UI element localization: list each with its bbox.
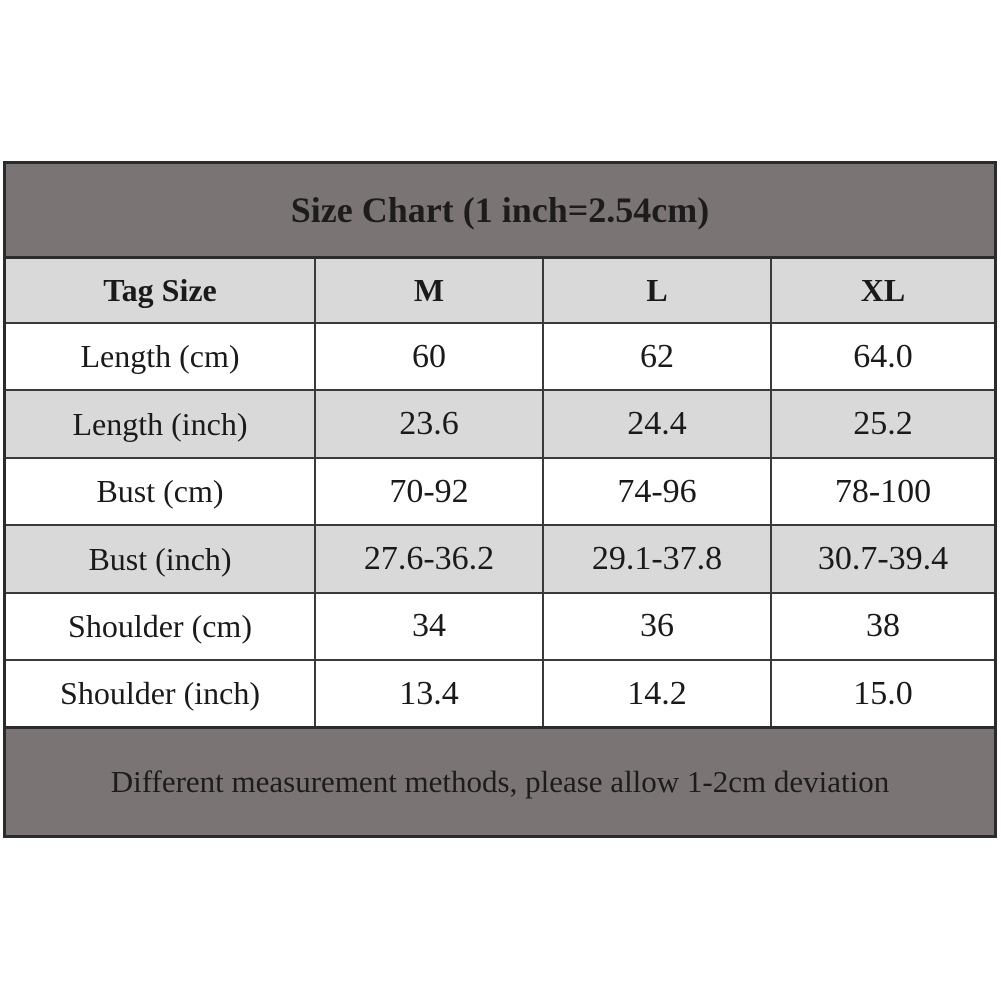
table-row: [6, 660, 994, 726]
table-cell: 14.2: [543, 660, 771, 726]
table-cell: 78-100: [771, 458, 994, 525]
row-label: Length (cm): [6, 323, 315, 390]
row-label: Bust (cm): [6, 458, 315, 525]
table-cell: 38: [771, 593, 994, 660]
table-header-row: [6, 259, 994, 323]
table-cell: 13.4: [315, 660, 543, 726]
row-label: Shoulder (cm): [6, 593, 315, 660]
table-row: [6, 525, 994, 592]
table-cell: 24.4: [543, 390, 771, 457]
table-row: [6, 593, 994, 660]
header-size-xl: XL: [771, 259, 994, 323]
table-cell: 15.0: [771, 660, 994, 726]
table-cell: 70-92: [315, 458, 543, 525]
table-cell: 29.1-37.8: [543, 525, 771, 592]
row-label: Bust (inch): [6, 525, 315, 592]
table-cell: 60: [315, 323, 543, 390]
row-label: Shoulder (inch): [6, 660, 315, 726]
table-cell: 74-96: [543, 458, 771, 525]
table-row: [6, 458, 994, 525]
size-chart-title: Size Chart (1 inch=2.54cm): [290, 190, 710, 230]
table-cell: 64.0: [771, 323, 994, 390]
table-cell: 34: [315, 593, 543, 660]
table-cell: 23.6: [315, 390, 543, 457]
table-cell: 30.7-39.4: [771, 525, 994, 592]
table-cell: 62: [543, 323, 771, 390]
table-row: [6, 323, 994, 390]
header-tag-size: Tag Size: [6, 259, 315, 323]
size-table: [6, 259, 994, 726]
table-cell: 36: [543, 593, 771, 660]
deviation-note: Different measurement methods, please allow 1-2cm deviation: [110, 764, 890, 799]
table-cell: 27.6-36.2: [315, 525, 543, 592]
table-row: [6, 390, 994, 457]
table-cell: 25.2: [771, 390, 994, 457]
size-chart: [3, 161, 997, 838]
header-size-l: L: [543, 259, 771, 323]
size-table-wrapper: [6, 256, 994, 729]
header-size-m: M: [315, 259, 543, 323]
row-label: Length (inch): [6, 390, 315, 457]
